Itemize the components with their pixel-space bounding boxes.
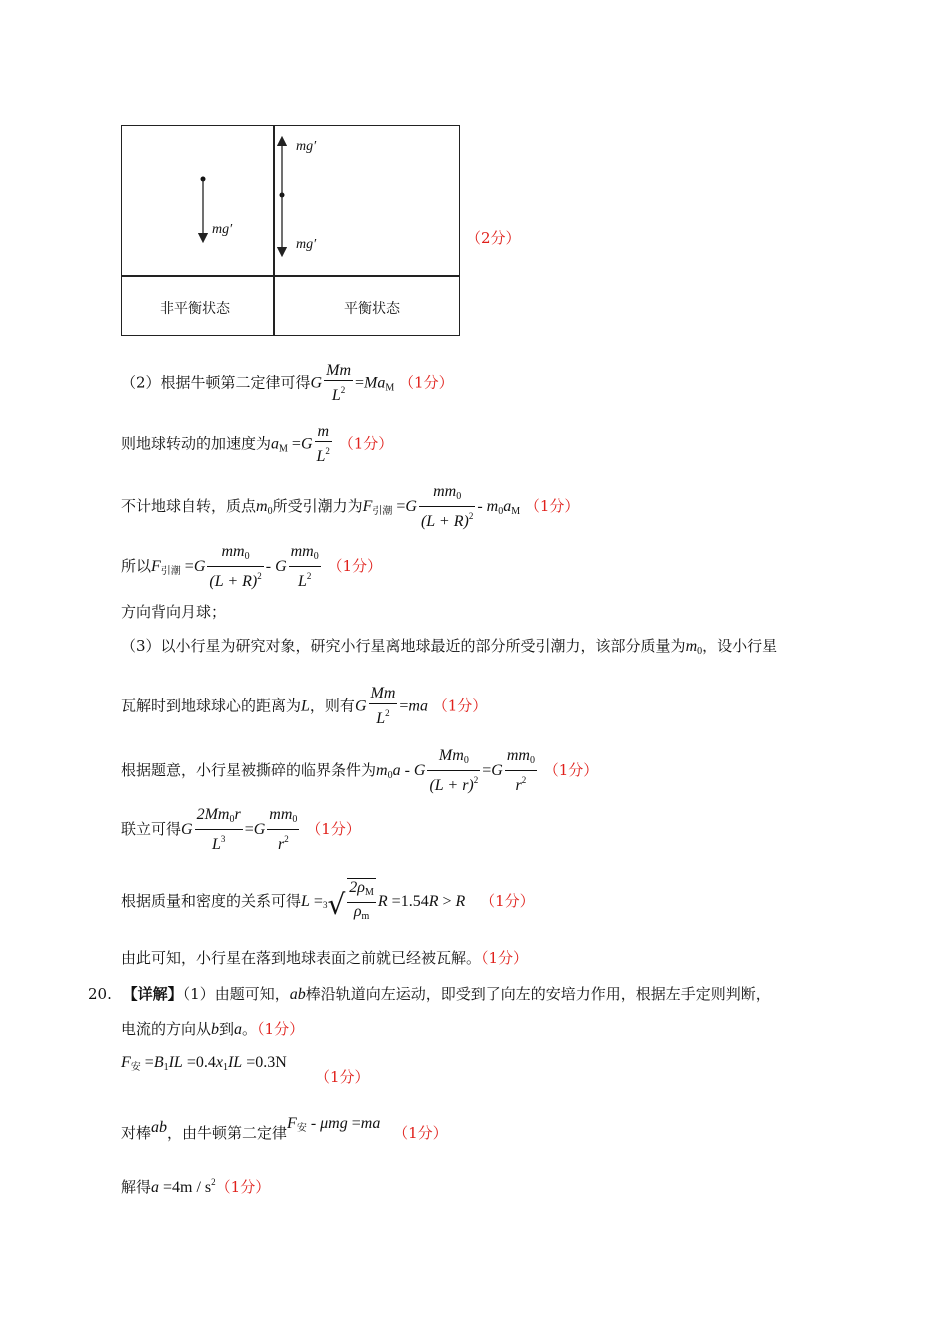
p3-line2-lead: 瓦解时到地球球心的距离为 (121, 696, 302, 715)
conclusion-text (121, 948, 528, 968)
q20-line2-b: 到 (219, 1020, 235, 1038)
p3-line1-tail: ，设小行星 (702, 637, 778, 655)
critical-lead: 根据题意，小行星被撕碎的临界条件为 (121, 761, 377, 779)
equation-tidal-force: 不计地球自转，质点$m_0$所受引潮力为$F_{引潮} =G$ $\frac{mm_0}{(L + R)^2}$ - $m_0a_M$ （1分） (121, 483, 580, 530)
force-diagram (121, 125, 460, 336)
diagram-score: （2分） (466, 229, 521, 247)
q20-line2-c: 。 (242, 1020, 258, 1038)
force-label-left: mg′ (212, 222, 233, 237)
force-label-up: mg′ (296, 139, 317, 154)
equation-combined: 联立可得G $\frac{2Mm_0r}{L^3}$ =G $\frac{mm_0}{r^2}$ （1分） (121, 806, 361, 853)
score: （1分） (215, 1178, 271, 1196)
state-label-equilibrium: 平衡状态 (344, 301, 400, 317)
score: （1分） (524, 497, 580, 515)
density-lead: 根据质量和密度的关系可得 (121, 892, 302, 910)
score: （1分） (327, 557, 383, 575)
force-label-down: mg′ (296, 237, 317, 252)
rod-mid: ，由牛顿第二定律 (167, 1124, 288, 1142)
equation-critical-condition: 根据题意，小行星被撕碎的临界条件为$m_0a$ - G $\frac{Mm_0}{(L + r)^2}$ =G $\frac{mm_0}{r^2}$ （1分） (121, 747, 599, 794)
equation-solution: 解得$a =4m / s^2(1$分） (121, 1177, 271, 1196)
state-label-nonequilibrium: 非平衡状态 (160, 301, 230, 317)
equation-tidal-result: 所以$F_{引潮} =G$ $\frac{mm_0}{(L + R)^2}$ - G $\frac{mm_0}{L^2}$ （1分） (121, 543, 383, 590)
score: （1分） (338, 434, 394, 453)
equation-newton-second-law: （2）根据牛顿第二定律可得G $\frac{Mm}{L^2}$ $=Ma_M$ （1分） (121, 362, 454, 404)
q20-line2-a: 电流的方向从 (121, 1020, 212, 1038)
score: （1分） (481, 949, 529, 967)
conclusion: 由此可知，小行星在落到地球表面之前就已经被瓦解。 (121, 949, 482, 967)
score: （1分） (480, 892, 535, 910)
diagram-horizontal-divider (122, 275, 459, 277)
score: （1分） (306, 820, 361, 838)
combine-lead: 联立可得 (121, 820, 182, 838)
equation-rod-newton: 对棒ab，由牛顿第二定律$F_安 - \mu mg =ma$ （1分） (121, 1115, 448, 1142)
equation-ampere-force: $F_安 =B_1IL =0.4x_1IL =0.3N$ (121, 1054, 287, 1073)
p3-line2-mid: ，则有 (309, 696, 355, 715)
equation-density: 根据质量和密度的关系可得L =3√ $\frac{2\rho_M}{\rho_m}$ R =1.54R > R （1分） (121, 878, 535, 926)
score: （1分） (432, 696, 488, 715)
tidal-lead-a: 不计地球自转，质点 (121, 497, 257, 515)
p3-line1: （3）以小行星为研究对象，研究小行星离地球最近的部分所受引潮力，该部分质量为$m_0$，设小行星 (121, 637, 778, 657)
solve-lead: 解得 (121, 1178, 152, 1196)
score: （1分） (543, 761, 599, 779)
p3-line1-text: （3）以小行星为研究对象，研究小行星离地球最近的部分所受引潮力，该部分质量为 (121, 637, 686, 655)
q20-line2: 电流的方向从b到a。（1分） (121, 1020, 305, 1038)
accel-lead: 则地球转动的加速度为 (121, 434, 272, 453)
direction-text: 方向背向月球； (121, 603, 227, 621)
q20-line1-a: （1）由题可知， (182, 985, 290, 1003)
tidal-lead-b: 所受引潮力为 (272, 497, 363, 515)
score: （1分） (257, 1020, 305, 1038)
so-lead: 所以 (121, 557, 152, 575)
q20-line1-b: 棒沿轨道向左运动，即受到了向左的安培力作用，根据左手定则判断， (305, 985, 771, 1003)
force-arrows (122, 126, 459, 274)
equation-earth-acceleration: 则地球转动的加速度为$a_M =G$ $\frac{m}{L^2}$ （1分） (121, 423, 394, 465)
score: （1分） (393, 1124, 448, 1142)
q20-tag: 【详解】 (122, 985, 183, 1003)
score: （1分） (399, 373, 454, 392)
score: （1分） (315, 1068, 370, 1086)
rod-lead: 对棒 (121, 1124, 152, 1142)
q20-number: 20. (88, 985, 112, 1003)
p2-lead: （2）根据牛顿第二定律可得 (121, 373, 311, 392)
equation-asteroid-gravity: 瓦解时到地球球心的距离为L，则有G $\frac{Mm}{L^2}$ =ma （1分） (121, 685, 488, 727)
q20-line1: 20. 【详解】（1）由题可知，ab棒沿轨道向左运动，即受到了向左的安培力作用，根据左手定则判断， (88, 985, 771, 1003)
